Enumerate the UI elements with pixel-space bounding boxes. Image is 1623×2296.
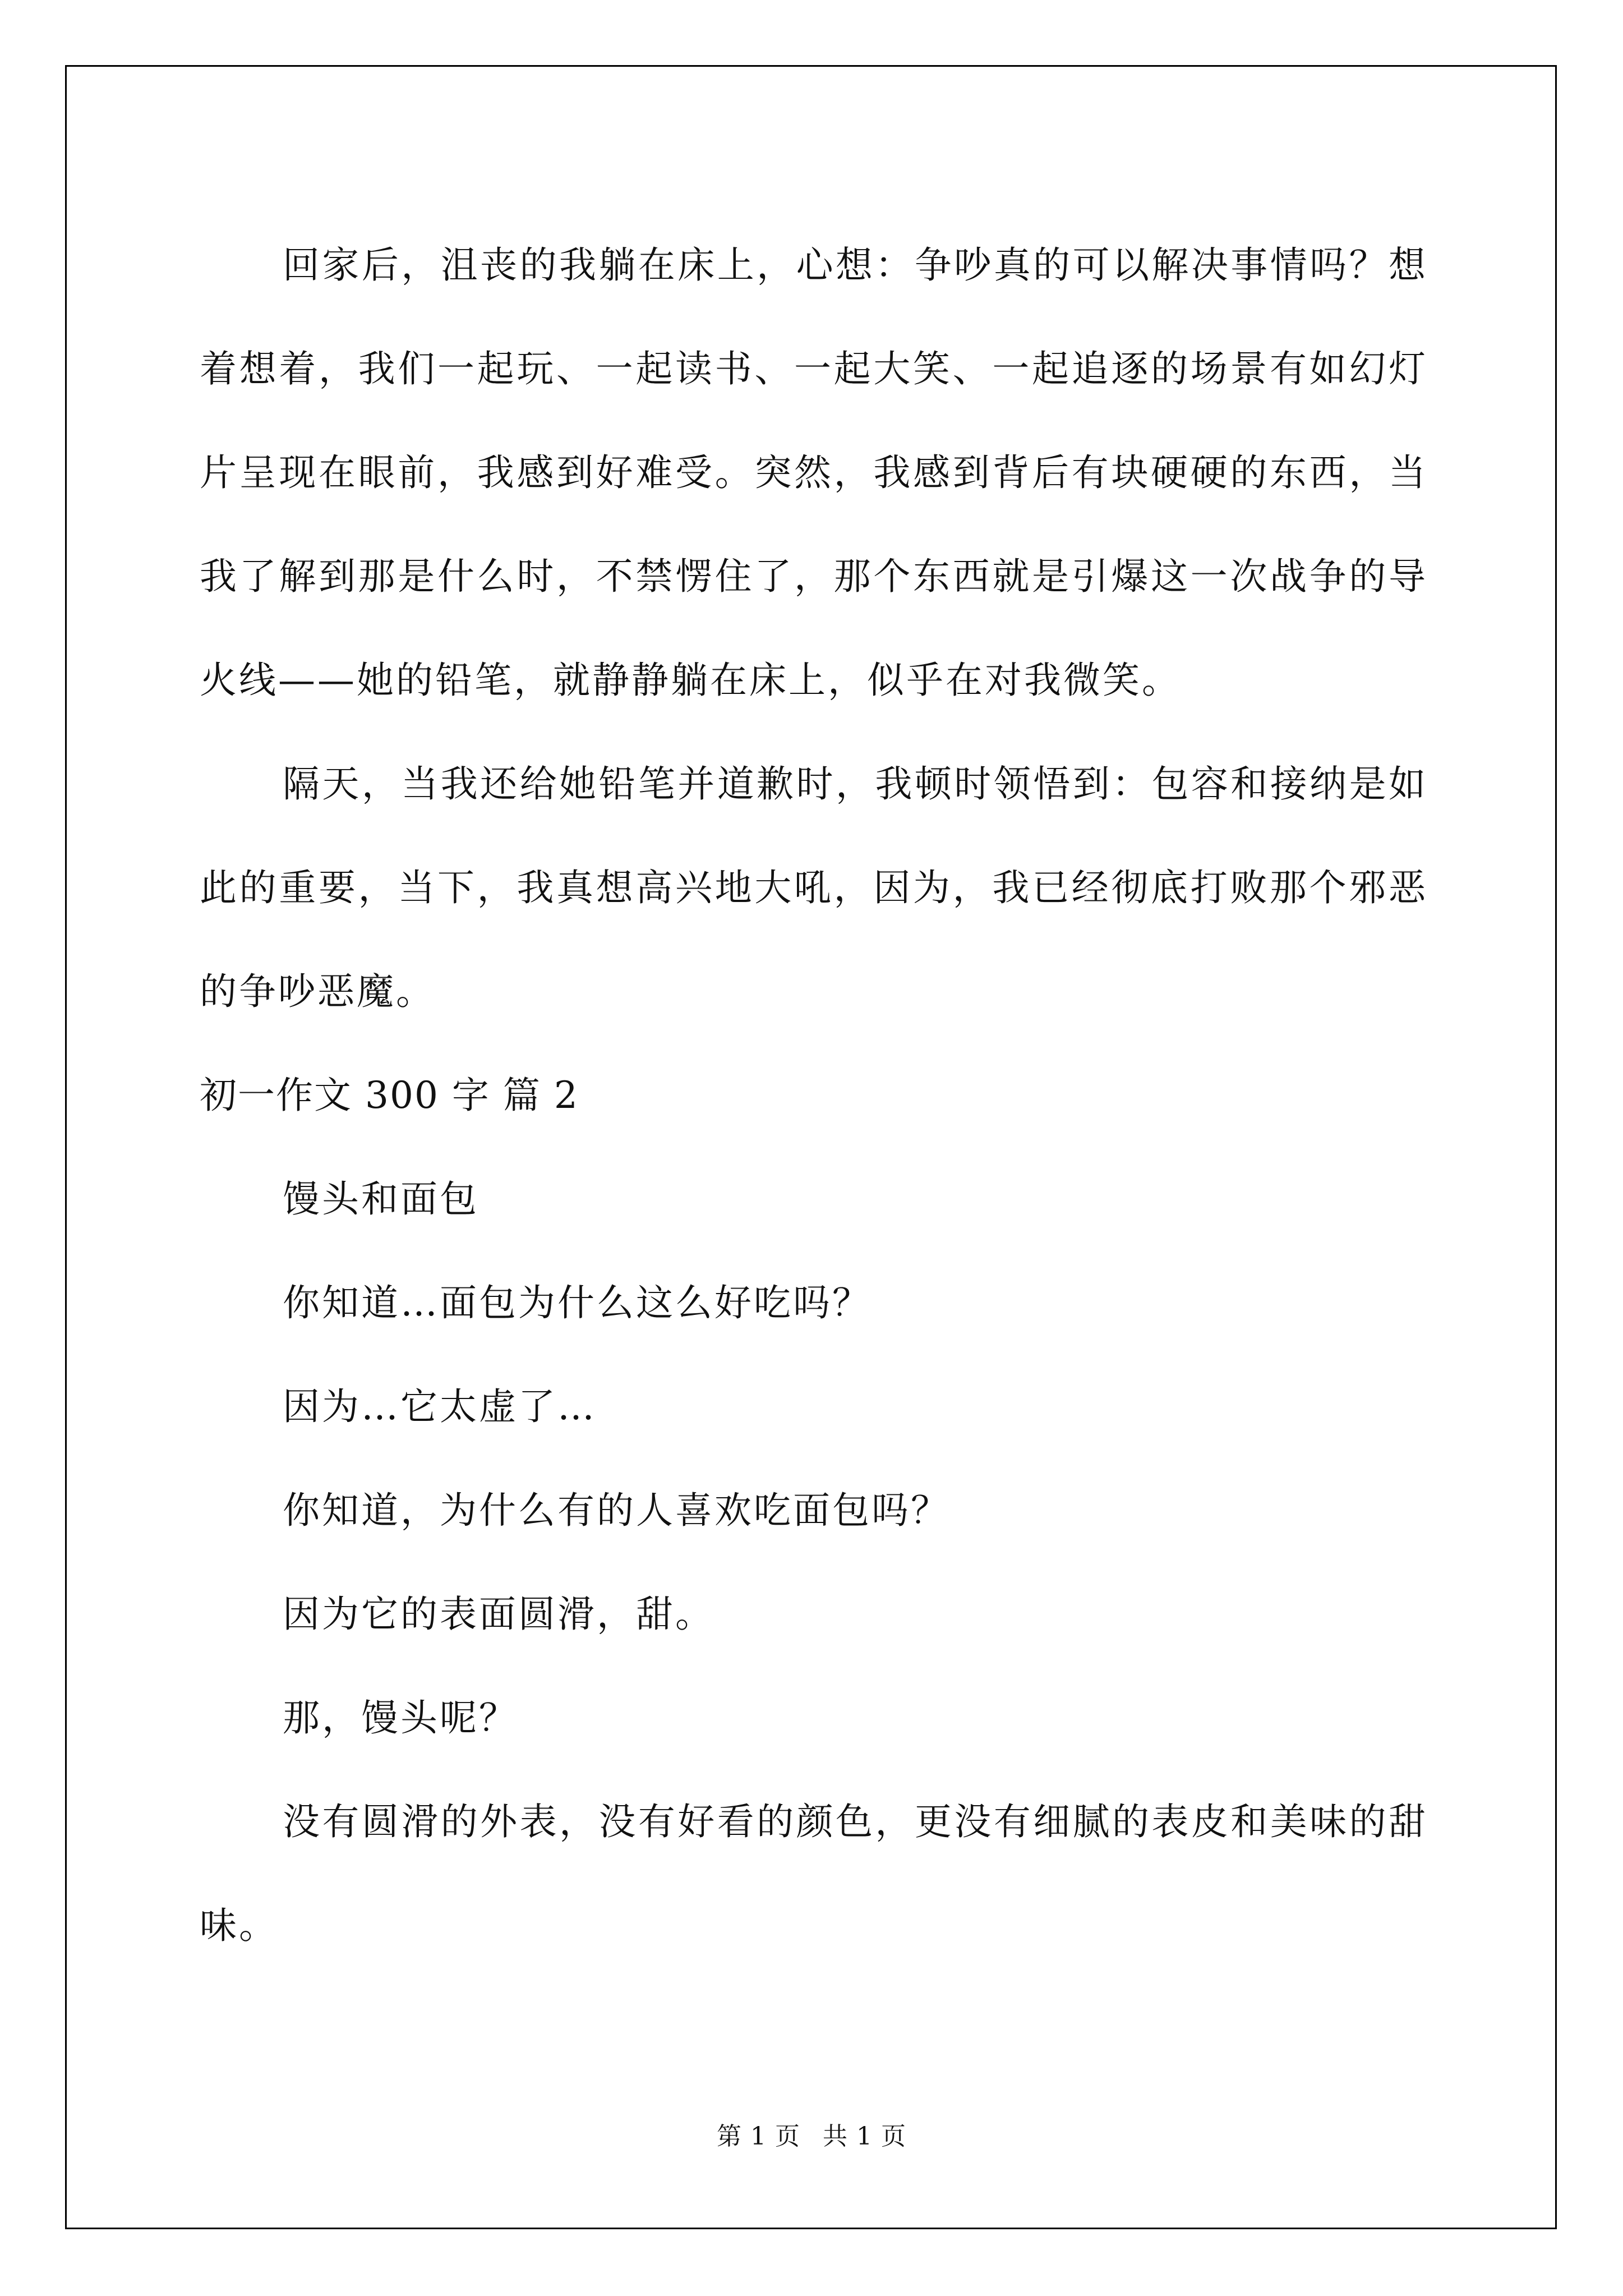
page-footer [0,2123,1623,2151]
paragraph: 因为它的表面圆滑，甜。 [283,1593,714,1636]
paragraph: 你知道…面包为什么这么好吃吗？ [283,1281,872,1324]
page-total: 共 1 页 [823,2122,906,2151]
paragraph: 你知道，为什么有的人喜欢吃面包吗？ [283,1489,950,1532]
essay-title: 馒头和面包 [283,1177,479,1221]
paragraph: 那，馒头呢？ [283,1696,518,1740]
section-heading: 初一作文 300 字 篇 2 [200,1074,579,1117]
page-number: 第 1 页 [717,2122,800,2151]
paragraph: 回家后，沮丧的我躺在床上，心想：争吵真的可以解决事情吗？想着想着，我们一起玩、一起读书、一起大笑、一起追逐的场景有如幻灯片呈现在眼前，我感到好难受。突然，我感到背后有块硬硬的东西，当我了解到那是什么时，不禁愣住了，那个东西就是引爆这一次战争的导火线——她的铅笔，就静静躺在床上，似乎在对我微笑。 [200,243,1428,702]
paragraph: 因为…它太虚了… [283,1385,597,1428]
paragraph: 没有圆滑的外表，没有好看的颜色，更没有细腻的表皮和美味的甜味。 [200,1800,1428,1947]
document-body [200,213,1428,1977]
paragraph: 隔天，当我还给她铅笔并道歉时，我顿时领悟到：包容和接纳是如此的重要，当下，我真想高兴地大吼，因为，我已经彻底打败那个邪恶的争吵恶魔。 [200,762,1428,1013]
